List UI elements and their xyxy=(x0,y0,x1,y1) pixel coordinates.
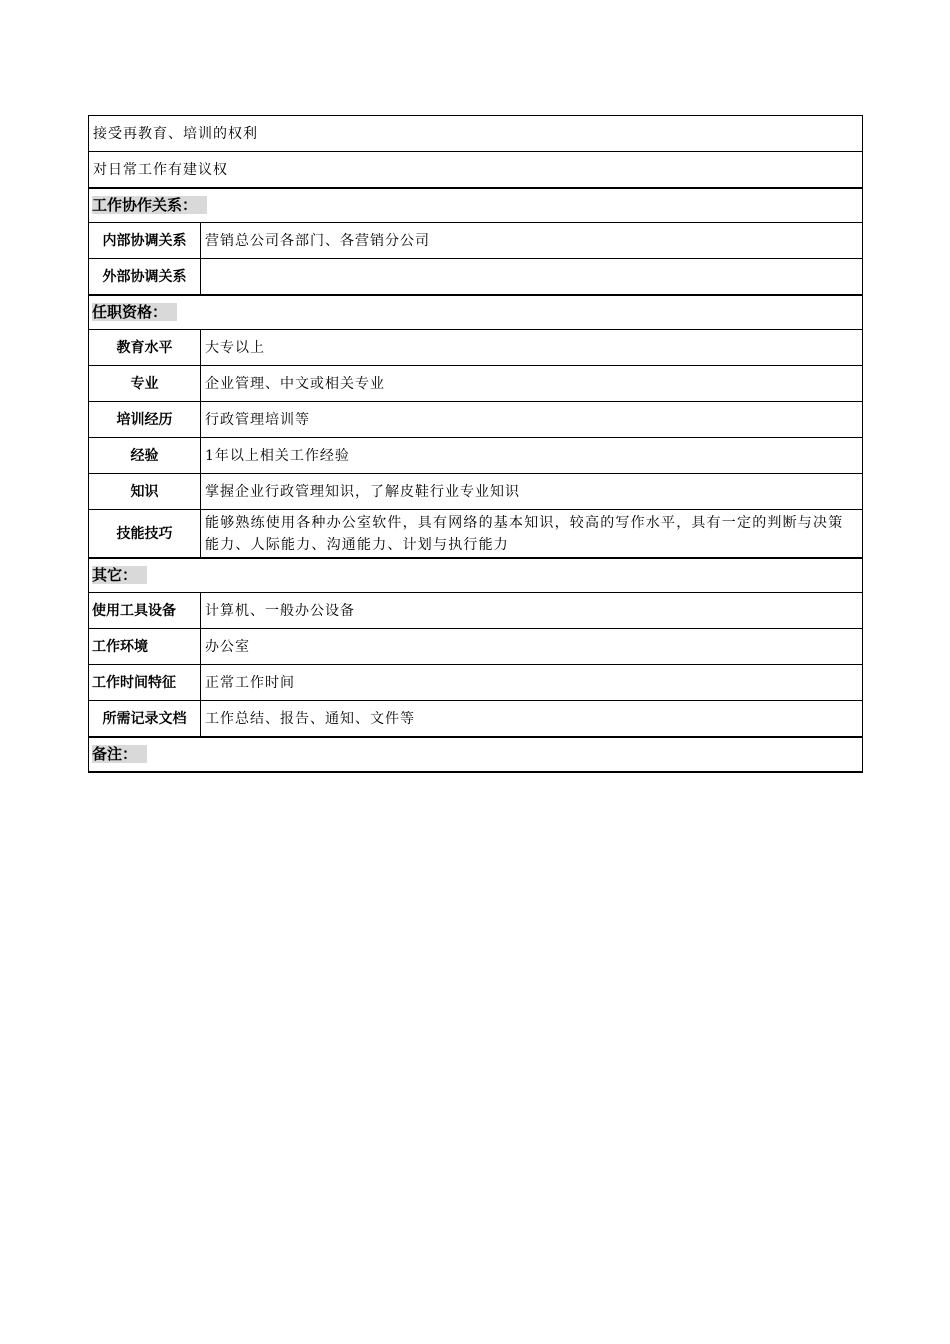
table-row xyxy=(89,510,863,559)
cooperation-heading: 工作协作关系： xyxy=(92,196,207,214)
education-label: 教育水平 xyxy=(89,330,201,366)
documents-value: 工作总结、报告、通知、文件等 xyxy=(201,701,863,738)
skills-label: 技能技巧 xyxy=(89,510,201,559)
table-row xyxy=(89,366,863,402)
training-label: 培训经历 xyxy=(89,402,201,438)
external-coordination-label: 外部协调关系 xyxy=(89,259,201,296)
cooperation-section-header xyxy=(89,188,863,223)
documents-label: 所需记录文档 xyxy=(89,701,201,738)
training-value: 行政管理培训等 xyxy=(201,402,863,438)
rights-item-0: 接受再教育、培训的权利 xyxy=(89,116,863,152)
qualifications-heading: 任职资格： xyxy=(92,303,177,321)
table-row xyxy=(89,629,863,665)
table-row xyxy=(89,701,863,738)
rights-row xyxy=(89,116,863,152)
table-row xyxy=(89,330,863,366)
education-value: 大专以上 xyxy=(201,330,863,366)
table-row xyxy=(89,474,863,510)
other-heading: 其它： xyxy=(92,566,147,584)
remarks-section-header xyxy=(89,737,863,772)
work-time-value: 正常工作时间 xyxy=(201,665,863,701)
remarks-heading: 备注： xyxy=(92,745,147,763)
major-value: 企业管理、中文或相关专业 xyxy=(201,366,863,402)
tools-label: 使用工具设备 xyxy=(89,593,201,629)
knowledge-label: 知识 xyxy=(89,474,201,510)
external-coordination-value xyxy=(201,259,863,296)
experience-label: 经验 xyxy=(89,438,201,474)
table-row xyxy=(89,259,863,296)
skills-value: 能够熟练使用各种办公室软件，具有网络的基本知识，较高的写作水平，具有一定的判断与决策能力、人际能力、沟通能力、计划与执行能力 xyxy=(201,510,863,559)
rights-item-1: 对日常工作有建议权 xyxy=(89,152,863,189)
environment-value: 办公室 xyxy=(201,629,863,665)
work-time-label: 工作时间特征 xyxy=(89,665,201,701)
rights-row xyxy=(89,152,863,189)
environment-label: 工作环境 xyxy=(89,629,201,665)
major-label: 专业 xyxy=(89,366,201,402)
knowledge-value: 掌握企业行政管理知识，了解皮鞋行业专业知识 xyxy=(201,474,863,510)
table-row xyxy=(89,438,863,474)
table-row xyxy=(89,402,863,438)
internal-coordination-label: 内部协调关系 xyxy=(89,223,201,259)
qualifications-section-header xyxy=(89,295,863,330)
experience-value: 1年以上相关工作经验 xyxy=(201,438,863,474)
internal-coordination-value: 营销总公司各部门、各营销分公司 xyxy=(201,223,863,259)
table-row xyxy=(89,223,863,259)
table-row xyxy=(89,593,863,629)
table-row xyxy=(89,665,863,701)
other-section-header xyxy=(89,558,863,593)
tools-value: 计算机、一般办公设备 xyxy=(201,593,863,629)
job-description-table xyxy=(88,115,863,773)
